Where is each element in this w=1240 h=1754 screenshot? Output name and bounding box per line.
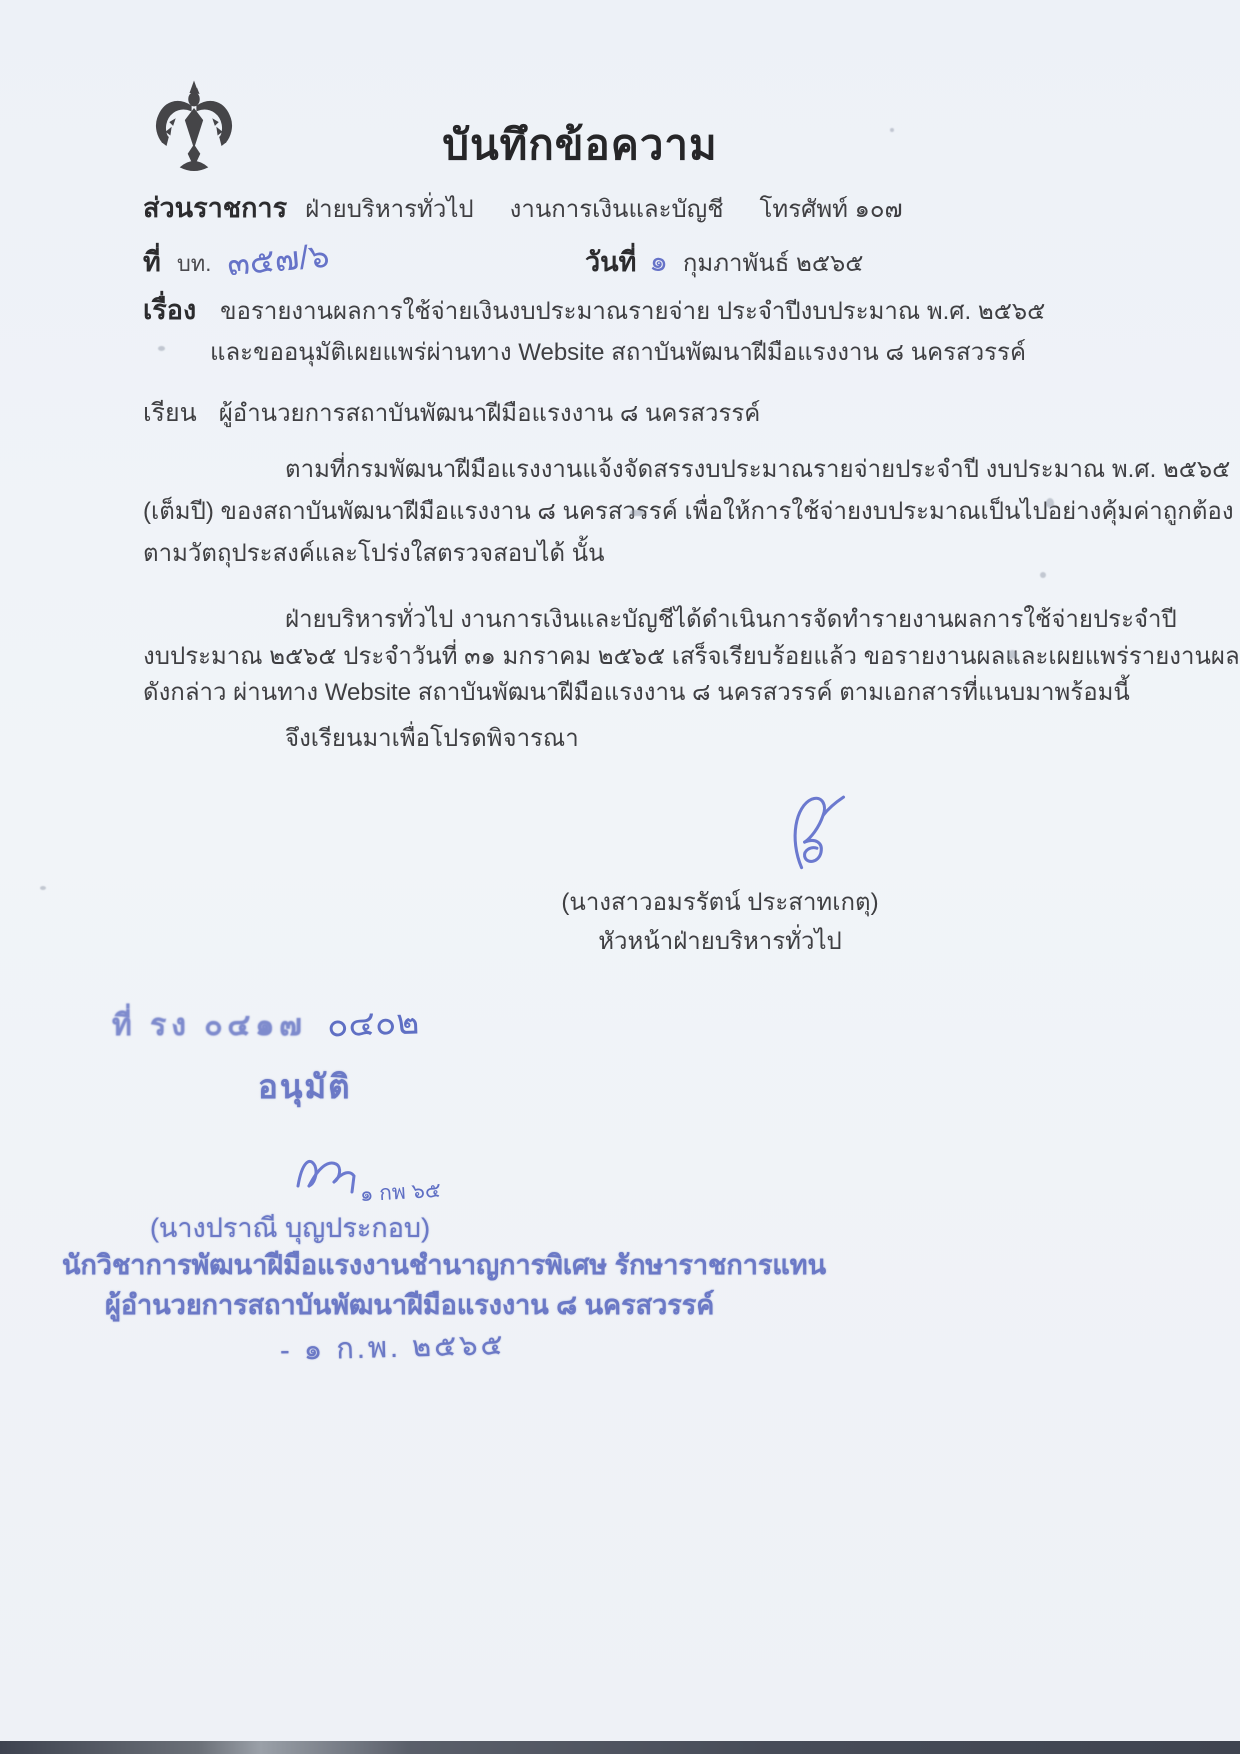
paragraph2-line2: งบประมาณ ๒๕๖๕ ประจำวันที่ ๓๑ มกราคม ๒๕๖๕ เสร็จเรียบร้อยแล้ว ขอรายงานผลและเผยแพร่รายงานผล [143,643,1240,670]
scan-speck [1046,498,1054,508]
subject-label: เรื่อง [143,295,197,325]
document-title: บันทึกข้อความ [442,121,718,168]
date-label: วันที่ [585,247,637,277]
scan-speck [890,128,894,132]
scan-speck [630,510,644,516]
signer-name: (นางสาวอมรรัตน์ ประสาทเกตุ) [561,889,879,916]
date-row [585,240,863,284]
paragraph2-line3: ดังกล่าว ผ่านทาง Website สถาบันพัฒนาฝีมือแรงงาน ๘ นครสวรรค์ ตามเอกสารที่แนบมาพร้อมนี้ [143,679,1130,706]
scan-speck [40,886,46,890]
signer-signature-scribble [782,792,860,884]
agency-label: ส่วนราชการ [143,193,288,223]
agency-section: งานการเงินและบัญชี [509,196,724,223]
to-label: เรียน [143,399,197,427]
approver-sign-date-note: ๑ กพ ๖๕ [359,1178,442,1207]
approver-name: (นางปราณี บุญประกอบ) [149,1213,431,1243]
signer-position: หัวหน้าฝ่ายบริหารทั่วไป [598,928,842,955]
subject-line-1: ขอรายงานผลการใช้จ่ายเงินงบประมาณรายจ่าย ประจำปีงบประมาณ พ.ศ. ๒๕๖๕ [220,298,1046,325]
to-value: ผู้อำนวยการสถาบันพัฒนาฝีมือแรงงาน ๘ นครสวรรค์ [218,400,761,427]
agency-phone: โทรศัพท์ ๑๐๗ [759,196,903,223]
ref-row [143,236,332,286]
scan-speck [1008,650,1017,659]
approver-position-line2: ผู้อำนวยการสถาบันพัฒนาฝีมือแรงงาน ๘ นครสวรรค์ [105,1290,715,1320]
approval-stamp: อนุมัติ [258,1068,352,1105]
garuda-emblem-icon [150,80,238,172]
subject-line-2: และขออนุมัติเผยแพร่ผ่านทาง Website สถาบันพัฒนาฝีมือแรงงาน ๘ นครสวรรค์ [210,339,1026,366]
approver-signature-scribble [290,1144,370,1196]
scan-speck [158,346,165,351]
date-day-handwritten: ๑ [648,244,671,279]
agency-row [143,186,903,229]
paragraph1-line3: ตามวัตถุประสงค์และโปร่งใสตรวจสอบได้ นั้น [143,540,605,567]
paragraph1-line2: (เต็มปี) ของสถาบันพัฒนาฝีมือแรงงาน ๘ นครสวรรค์ เพื่อให้การใช้จ่ายงบประมาณเป็นไปอย่างคุ้มค่าถูกต้อง [143,498,1234,525]
ref-prefix: บท. [176,251,212,276]
ref-label: ที่ [143,247,161,277]
approver-position-line1: นักวิชาการพัฒนาฝีมือแรงงานชำนาญการพิเศษ รักษาราชการแทน [62,1250,827,1280]
approval-ref-handwritten: ๐๔๐๒ [326,1002,420,1045]
subject-row [143,288,1045,331]
scan-speck [1040,572,1046,578]
approval-date-stamp: - ๑ ก.พ. ๒๕๖๕ [279,1329,506,1367]
approval-ref-stamp: ที่ รง ๐๔๑๗ [112,1009,307,1042]
approval-ref-row [112,996,419,1051]
paragraph2-line1: ฝ่ายบริหารทั่วไป งานการเงินและบัญชีได้ดำเนินการจัดทำรายงานผลการใช้จ่ายประจำปี [285,606,1177,633]
closing-line: จึงเรียนมาเพื่อโปรดพิจารณา [285,725,579,752]
date-rest: กุมภาพันธ์ ๒๕๖๕ [682,250,864,277]
agency-unit: ฝ่ายบริหารทั่วไป [305,196,474,223]
scanner-edge-band [0,1741,1240,1754]
ref-number-handwritten: ๓๕๗/๖ [225,236,332,283]
paragraph1-line1: ตามที่กรมพัฒนาฝีมือแรงงานแจ้งจัดสรรงบประมาณรายจ่ายประจำปี งบประมาณ พ.ศ. ๒๕๖๕ [285,456,1231,483]
to-row [143,396,760,431]
